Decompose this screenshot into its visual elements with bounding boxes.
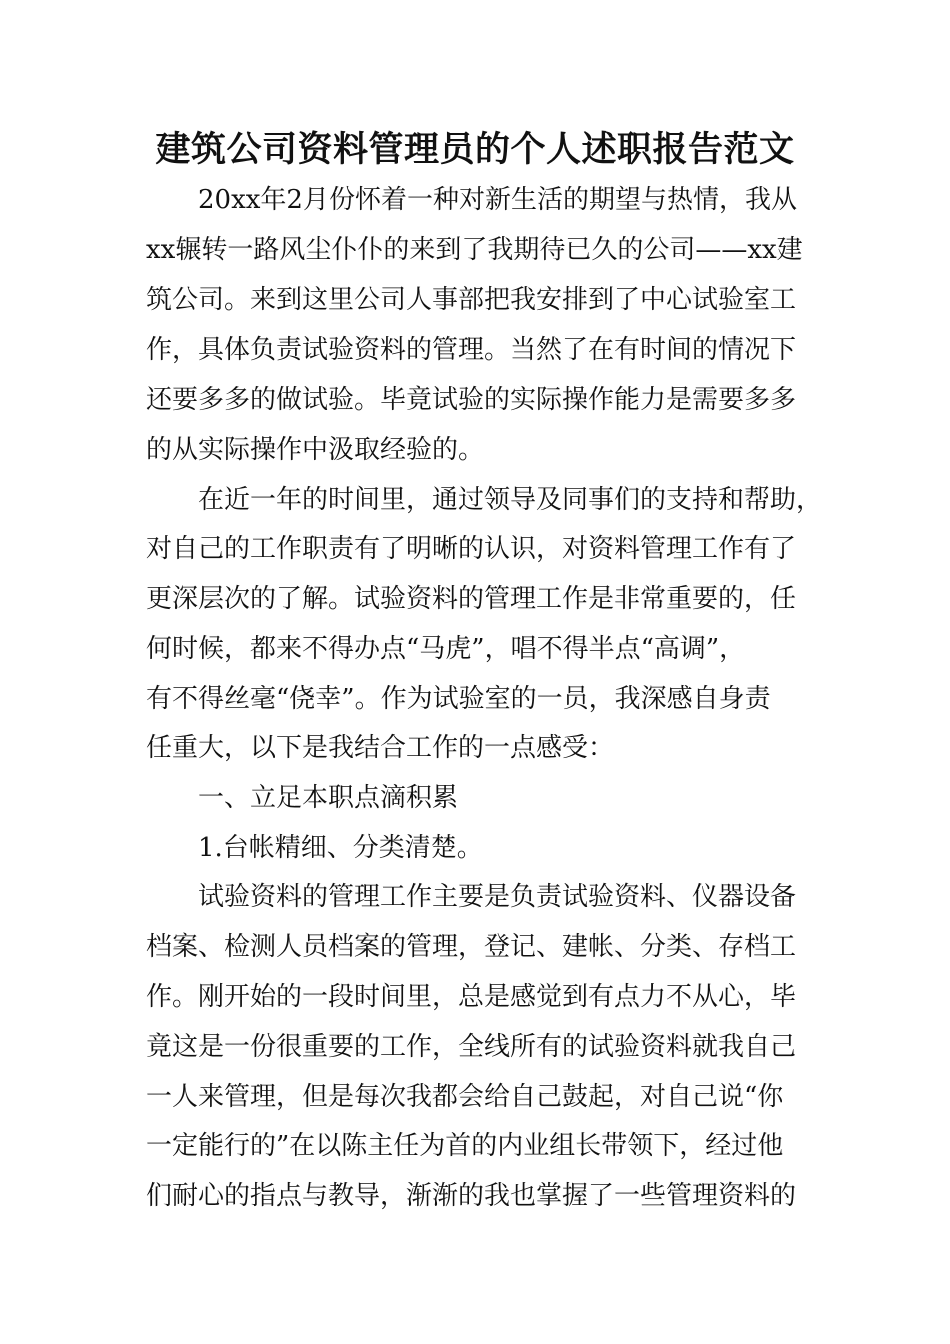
paragraph-line: 的从实际操作中汲取经验的。 — [146, 435, 485, 465]
paragraph-line: 对自己的工作职责有了明晰的认识，对资料管理工作有了 — [146, 534, 797, 564]
paragraph-line: 还要多多的做试验。毕竟试验的实际操作能力是需要多多 — [146, 385, 797, 415]
paragraph-line: 档案、检测人员档案的管理，登记、建帐、分类、存档工 — [146, 932, 797, 962]
paragraph-line: 20xx年2月份怀着一种对新生活的期望与热情，我从 — [198, 185, 797, 215]
paragraph-line: xx辗转一路风尘仆仆的来到了我期待已久的公司——xx建 — [146, 235, 803, 265]
paragraph-line: 试验资料的管理工作主要是负责试验资料、仪器设备 — [198, 882, 797, 912]
paragraph-line: 有不得丝毫“侥幸”。作为试验室的一员，我深感自身责 — [146, 684, 771, 714]
subsection-heading: 1.台帐精细、分类清楚。 — [198, 833, 483, 863]
paragraph-line: 一人来管理，但是每次我都会给自己鼓起，对自己说“你 — [146, 1082, 784, 1112]
paragraph-line: 在近一年的时间里，通过领导及同事们的支持和帮助， — [198, 485, 823, 515]
paragraph-line: 筑公司。来到这里公司人事部把我安排到了中心试验室工 — [146, 285, 797, 315]
page-title: 建筑公司资料管理员的个人述职报告范文 — [155, 130, 795, 170]
paragraph-line: 竟这是一份很重要的工作，全线所有的试验资料就我自己 — [146, 1032, 797, 1062]
paragraph-line: 作。刚开始的一段时间里，总是感觉到有点力不从心，毕 — [146, 982, 797, 1012]
paragraph-line: 何时候，都来不得办点“马虎”，唱不得半点“高调”， — [146, 634, 746, 664]
paragraph-line: 作，具体负责试验资料的管理。当然了在有时间的情况下 — [146, 335, 797, 365]
paragraph-line: 一定能行的”在以陈主任为首的内业组长带领下，经过他 — [146, 1131, 784, 1161]
section-heading: 一、立足本职点滴积累 — [198, 783, 459, 813]
paragraph-line: 更深层次的了解。试验资料的管理工作是非常重要的，任 — [146, 584, 797, 614]
paragraph-line: 们耐心的指点与教导，渐渐的我也掌握了一些管理资料的 — [146, 1181, 797, 1211]
paragraph-line: 任重大，以下是我结合工作的一点感受： — [146, 733, 615, 763]
